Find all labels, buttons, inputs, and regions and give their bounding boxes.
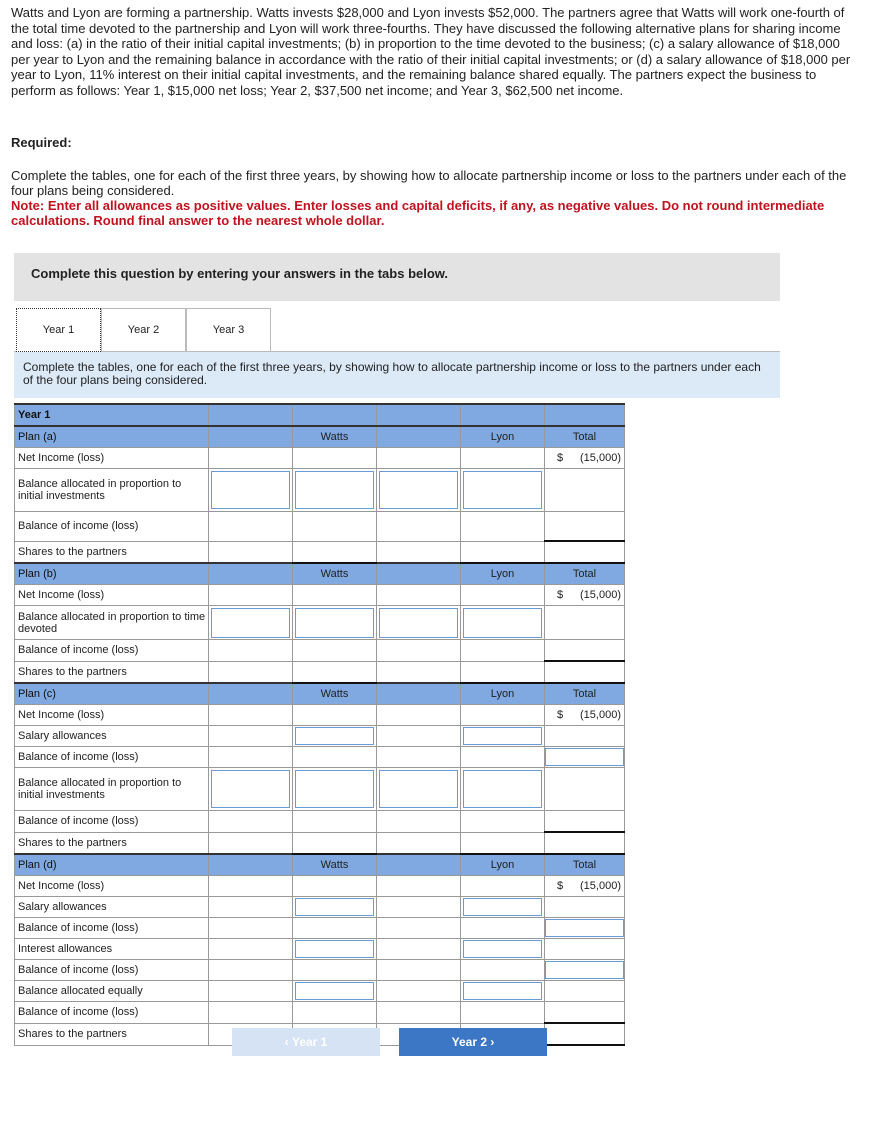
col-total: Total: [545, 426, 625, 448]
shares-label: Shares to the partners: [15, 661, 209, 683]
col-lyon: Lyon: [461, 563, 545, 585]
bal-equal-label: Balance allocated equally: [15, 981, 209, 1002]
net-value: (15,000): [580, 880, 621, 892]
net-income-label: Net Income (loss): [15, 876, 209, 897]
net-income-label: Net Income (loss): [15, 448, 209, 469]
dollar-sign: $: [557, 589, 564, 601]
bal-time-label: Balance allocated in proportion to time devoted: [15, 606, 209, 640]
balance-label: Balance of income (loss): [15, 747, 209, 768]
input-d-interest-watts[interactable]: [295, 940, 374, 958]
input-d-salary-lyon[interactable]: [463, 898, 542, 916]
input-a-capital-pct-watts[interactable]: [211, 471, 290, 509]
shares-label: Shares to the partners: [15, 832, 209, 854]
input-b-time-pct-lyon[interactable]: [379, 608, 458, 638]
tab-year-1[interactable]: Year 1: [16, 308, 101, 352]
plan-a-label: Plan (a): [15, 426, 209, 448]
bal-capital-label: Balance allocated in proportion to initial investments: [15, 768, 209, 811]
tab-bar: [14, 308, 780, 352]
net-income-total: [545, 448, 625, 469]
tab-year-2[interactable]: Year 2: [101, 308, 186, 351]
net-income-label: Net Income (loss): [15, 705, 209, 726]
input-c-capital-pct-watts[interactable]: [211, 770, 290, 808]
net-value: (15,000): [580, 452, 621, 464]
net-income-total: [545, 876, 625, 897]
instructions: [11, 168, 861, 228]
input-c-balance-total[interactable]: [545, 748, 624, 766]
net-income-label: Net Income (loss): [15, 585, 209, 606]
col-lyon: Lyon: [461, 426, 545, 448]
plan-d-label: Plan (d): [15, 854, 209, 876]
input-d-balance1-total[interactable]: [545, 919, 624, 937]
allocation-table: [14, 403, 625, 1046]
col-lyon: Lyon: [461, 683, 545, 705]
problem-text: Watts and Lyon are forming a partnership. Watts invests $28,000 and Lyon invests $52,000. The partners agree that Watts will work one-fourth of the total time devoted to the partnership and Lyon will work three-fourths. They have discussed the following alternative plans for sharing income and loss: (a) in the ratio of their initial capital investments; (b) in proportion to the time devoted to the business; (c) a salary allowance of $18,000 per year to Lyon and the remaining balance in accordance with the ratio of their initial capital investments; or (d) a salary allowance of $18,000 per year to Lyon, 11% interest on their initial capital investments, and the remaining balance shared equally. The partners expect the business to perform as follows: Year 1, $15,000 net loss; Year 2, $37,500 net income; and Year 3, $62,500 net income.: [11, 5, 851, 98]
input-a-capital-pct-lyon[interactable]: [379, 471, 458, 509]
balance-label: Balance of income (loss): [15, 640, 209, 662]
required-label: Required:: [11, 135, 72, 150]
shares-label: Shares to the partners: [15, 541, 209, 563]
prev-year-button[interactable]: [232, 1028, 380, 1056]
balance-label: Balance of income (loss): [15, 811, 209, 833]
input-d-equal-lyon[interactable]: [463, 982, 542, 1000]
input-c-capital-watts[interactable]: [295, 770, 374, 808]
col-total: Total: [545, 563, 625, 585]
prev-label: Year 1: [291, 1035, 328, 1049]
input-c-capital-pct-lyon[interactable]: [379, 770, 458, 808]
balance-label: Balance of income (loss): [15, 918, 209, 939]
col-watts: Watts: [293, 563, 377, 585]
balance-label: Balance of income (loss): [15, 960, 209, 981]
col-watts: Watts: [293, 426, 377, 448]
note-text: Note: Enter all allowances as positive values. Enter losses and capital deficits, if any, as negative values. Do not round intermediate calculations. Round final answer to the nearest whole dollar.: [11, 198, 825, 228]
sub-instructions: [14, 352, 780, 398]
plan-b-label: Plan (b): [15, 563, 209, 585]
net-income-total: [545, 705, 625, 726]
input-d-equal-watts[interactable]: [295, 982, 374, 1000]
shares-label: Shares to the partners: [15, 1023, 209, 1045]
instruction-text: Complete the tables, one for each of the first three years, by showing how to allocate partnership income or loss to the partners under each of the four plans being considered.: [11, 168, 847, 198]
chevron-right-icon: ›: [487, 1035, 495, 1049]
col-watts: Watts: [293, 854, 377, 876]
input-b-time-watts[interactable]: [295, 608, 374, 638]
salary-label: Salary allowances: [15, 897, 209, 918]
plan-c-label: Plan (c): [15, 683, 209, 705]
col-total: Total: [545, 683, 625, 705]
year-label: Year 1: [15, 404, 209, 426]
chevron-left-icon: ‹: [284, 1035, 292, 1049]
col-lyon: Lyon: [461, 854, 545, 876]
interest-label: Interest allowances: [15, 939, 209, 960]
input-d-interest-lyon[interactable]: [463, 940, 542, 958]
input-c-capital-lyon[interactable]: [463, 770, 542, 808]
input-c-salary-watts[interactable]: [295, 727, 374, 745]
balance-label: Balance of income (loss): [15, 1002, 209, 1024]
input-b-time-lyon[interactable]: [463, 608, 542, 638]
next-label: Year 2: [451, 1035, 488, 1049]
bal-capital-label: Balance allocated in proportion to initial investments: [15, 469, 209, 512]
net-value: (15,000): [580, 709, 621, 721]
col-watts: Watts: [293, 683, 377, 705]
input-c-salary-lyon[interactable]: [463, 727, 542, 745]
input-d-salary-watts[interactable]: [295, 898, 374, 916]
sub-instruction-text: Complete the tables, one for each of the first three years, by showing how to allocate partnership income or loss to the partners under each of the four plans being considered.: [23, 360, 761, 387]
dollar-sign: $: [557, 880, 564, 892]
dollar-sign: $: [557, 709, 564, 721]
col-total: Total: [545, 854, 625, 876]
dollar-sign: $: [557, 452, 564, 464]
net-value: (15,000): [580, 589, 621, 601]
tab-year-3[interactable]: Year 3: [186, 308, 271, 351]
input-a-capital-lyon[interactable]: [463, 471, 542, 509]
balance-label: Balance of income (loss): [15, 512, 209, 542]
input-d-balance2-total[interactable]: [545, 961, 624, 979]
question-banner: [14, 253, 780, 301]
next-year-button[interactable]: [399, 1028, 547, 1056]
input-a-capital-watts[interactable]: [295, 471, 374, 509]
input-b-time-pct-watts[interactable]: [211, 608, 290, 638]
net-income-total: [545, 585, 625, 606]
salary-label: Salary allowances: [15, 726, 209, 747]
banner-text: Complete this question by entering your answers in the tabs below.: [31, 266, 449, 281]
